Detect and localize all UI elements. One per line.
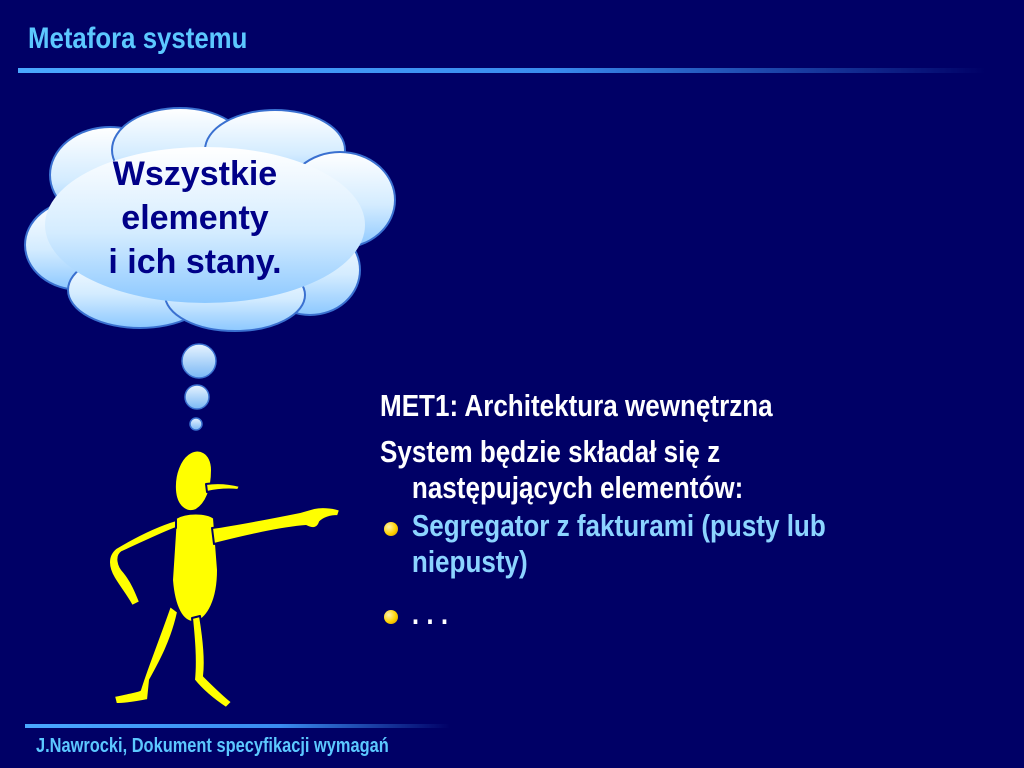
intro-line-1: System będzie składał się z: [380, 434, 721, 469]
cloud-line-3: i ich stany.: [108, 243, 282, 281]
cloud-line-1: Wszystkie: [112, 155, 278, 193]
list-item: [380, 508, 980, 580]
bullet-1-line-2: niepusty): [411, 544, 528, 579]
slide-content: [380, 388, 980, 632]
intro-line-2: następujących elementów:: [411, 470, 744, 505]
footer-text: J.Nawrocki, Dokument specyfikacji wymagań: [36, 735, 389, 757]
bullet-1-line-1: Segregator z fakturami (pusty lub: [411, 508, 826, 543]
list-item: [380, 596, 980, 632]
slide-title: Metafora systemu: [28, 22, 248, 55]
bullet-2-line-1: . . .: [411, 596, 449, 631]
footer-divider: [25, 724, 450, 728]
pointing-figure-icon: [0, 0, 360, 720]
cloud-line-2: elementy: [121, 199, 269, 237]
content-heading: MET1: Architektura wewnętrzna: [380, 388, 773, 423]
